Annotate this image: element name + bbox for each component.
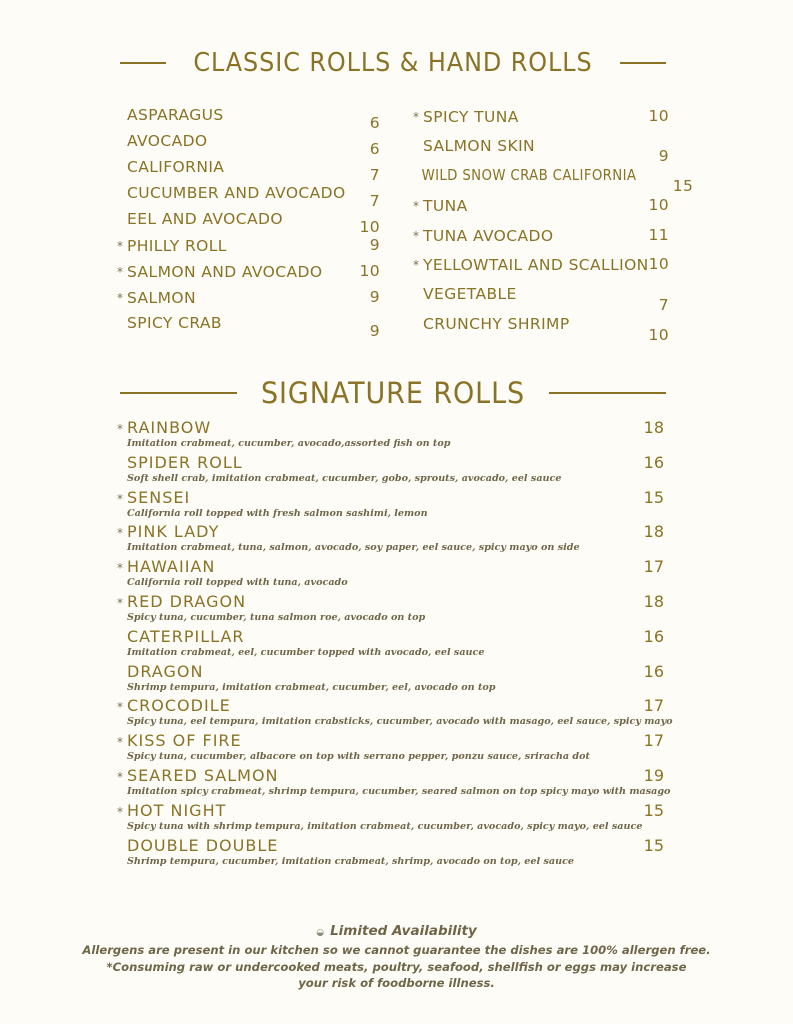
raw-warning-star: * [413,199,420,214]
signature-item [117,835,664,870]
raw-food-warning-line2: your risk of foodborne illness. [298,976,495,990]
signature-item [117,730,664,765]
signature-item [117,417,664,452]
limited-availability-label: Limited Availability [330,923,477,939]
raw-warning-star: * [117,735,124,750]
item-price: 16 [643,661,664,681]
raw-warning-star: * [117,804,124,819]
menu-footer [0,922,793,992]
item-name: HOT NIGHT [127,800,227,820]
raw-warning-star [413,310,423,340]
item-price: 10 [359,262,380,280]
item-name: VEGETABLE [423,285,517,304]
raw-warning-star: * [117,561,124,576]
item-name: PHILLY ROLL [127,237,227,255]
item-price: 7 [369,192,380,210]
item-description: California roll topped with fresh salmon sashimi, lemon [127,507,428,519]
item-price: 7 [658,295,669,314]
item-price: 9 [369,288,380,306]
item-price: 16 [643,626,664,646]
menu-item [413,221,669,251]
item-name: DOUBLE DOUBLE [127,835,279,855]
item-name: SPICY CRAB [127,314,222,332]
item-price: 10 [359,218,380,236]
item-name: YELLOWTAIL AND SCALLION [423,256,649,275]
menu-item [117,232,380,258]
signature-item [117,591,664,626]
item-name: EEL AND AVOCADO [127,210,283,228]
item-description: Imitation crabmeat, eel, cucumber topped with avocado, eel sauce [127,646,485,658]
item-name: CATERPILLAR [127,626,245,646]
item-description: Spicy tuna with shrimp tempura, imitation crabmeat, cucumber, avocado, spicy mayo, eel sauce [127,820,643,832]
raw-warning-star [413,132,423,162]
item-description: Imitation crabmeat, tuna, salmon, avocado, soy paper, eel sauce, spicy mayo on side [127,542,580,554]
classic-rolls-right-column [413,102,694,344]
item-name: SENSEI [127,487,191,507]
item-name: AVOCADO [127,132,208,150]
menu-item [117,258,380,284]
item-name: HAWAIIAN [127,557,216,577]
raw-warning-star [117,102,127,128]
item-name: RAINBOW [127,418,212,437]
item-name: DRAGON [127,661,204,681]
item-price: 19 [643,765,664,785]
item-price: 17 [643,696,664,716]
header-rule-left [120,392,237,394]
signature-item [117,487,664,522]
menu-item [413,250,669,280]
menu-item [117,206,380,236]
item-price: 18 [643,522,664,542]
item-name: SALMON AND AVOCADO [127,263,323,281]
item-name: ASPARAGUS [127,106,224,124]
raw-warning-star [117,128,127,154]
menu-item [413,132,669,166]
menu-item [117,180,380,210]
item-price: 11 [648,225,669,244]
menu-item [413,161,694,196]
raw-warning-star: * [117,291,124,305]
raw-warning-star [117,180,127,206]
raw-warning-star: * [117,595,124,610]
item-name: CUCUMBER AND AVOCADO [127,184,346,202]
signature-rolls-header [120,376,666,410]
item-name: CALIFORNIA [127,158,225,176]
item-description: California roll topped with tuna, avocado [127,577,348,589]
item-price: 9 [369,322,380,340]
item-price: 10 [648,255,670,274]
raw-warning-star [117,206,127,232]
raw-warning-star [413,280,423,310]
raw-warning-star [117,310,127,336]
raw-warning-star: * [117,422,124,436]
raw-warning-star: * [117,491,124,506]
menu-item [413,280,669,314]
item-name: CRUNCHY SHRIMP [423,314,570,333]
item-description: Spicy tuna, cucumber, albacore on top with serrano pepper, ponzu sauce, sriracha dot [127,751,590,763]
item-description: Imitation spicy crabmeat, shrimp tempura, cucumber, seared salmon on top spicy mayo with masago [127,785,671,797]
item-price: 7 [369,166,380,184]
item-price: 6 [369,140,380,158]
signature-item [117,556,664,591]
signature-item [117,695,673,730]
raw-warning-star: * [117,265,124,279]
menu-item [413,310,669,344]
allergen-notice: Allergens are present in our kitchen so we cannot guarantee the dishes are 100% allergen free. [82,943,711,957]
item-price: 9 [658,147,669,166]
item-name: RED DRAGON [127,591,247,611]
menu-item [117,284,380,310]
item-name: WILD SNOW CRAB CALIFORNIA [421,166,637,185]
signature-rolls-list [117,417,673,869]
header-rule-right [549,392,666,394]
item-price: 15 [643,835,664,855]
item-name: SEARED SALMON [127,765,279,785]
raw-warning-star: * [413,110,420,124]
section-title: SIGNATURE ROLLS [260,376,526,410]
item-price: 16 [643,452,664,472]
signature-item [117,452,664,487]
signature-item [117,521,664,556]
item-name: SPICY TUNA [423,108,519,126]
item-description: Spicy tuna, cucumber, tuna salmon roe, avocado on top [127,611,426,623]
classic-rolls-header [120,48,666,78]
header-rule-left [120,62,166,64]
item-price: 15 [643,800,664,820]
raw-warning-star: * [117,700,124,715]
item-description: Soft shell crab, imitation crabmeat, cucumber, gobo, sprouts, avocado, eel sauce [127,472,562,484]
signature-item [117,765,671,800]
item-price: 6 [369,114,380,132]
item-name: SALMON SKIN [423,136,536,155]
header-rule-right [620,62,666,64]
raw-food-warning-line1: *Consuming raw or undercooked meats, poultry, seafood, shellfish or eggs may increase [106,959,687,974]
raw-warning-star: * [413,258,420,273]
menu-item [117,310,380,340]
raw-warning-star [117,154,127,180]
menu-item [413,191,669,221]
item-price: 10 [648,107,669,125]
signature-item [117,800,664,835]
item-description: Spicy tuna, eel tempura, imitation crabsticks, cucumber, avocado with masago, eel sauce, spicy mayo [127,716,673,728]
menu-item [117,154,380,184]
classic-rolls-left-column [117,102,380,340]
limited-availability-icon: ◒ [316,928,325,938]
item-price: 18 [643,591,664,611]
menu-item [117,102,380,132]
menu-item [117,128,380,158]
raw-warning-star [413,161,422,191]
signature-item [117,626,664,661]
item-price: 15 [643,487,664,507]
item-price: 18 [643,418,664,437]
item-name: TUNA AVOCADO [423,226,554,245]
item-price: 9 [369,236,380,254]
item-price: 10 [648,325,669,344]
item-price: 10 [648,196,669,215]
item-description: Shrimp tempura, cucumber, imitation crabmeat, shrimp, avocado on top, eel sauce [127,855,575,867]
item-price: 17 [643,731,664,751]
limited-availability-note [0,922,793,942]
item-description: Imitation crabmeat, cucumber, avocado,assorted fish on top [127,438,451,449]
menu-item [413,102,669,132]
raw-warning-star: * [117,769,124,784]
signature-item [117,661,664,696]
item-name: PINK LADY [127,522,220,542]
raw-warning-star: * [117,239,124,253]
item-price: 17 [643,557,664,577]
item-price: 15 [672,177,694,196]
raw-warning-star: * [117,526,124,541]
item-name: SPIDER ROLL [127,452,243,472]
item-description: Shrimp tempura, imitation crabmeat, cucumber, eel, avocado on top [127,681,496,693]
item-name: TUNA [423,197,468,216]
item-name: CROCODILE [127,696,231,716]
section-title: CLASSIC ROLLS & HAND ROLLS [193,48,593,78]
raw-warning-star: * [413,228,420,243]
item-name: KISS OF FIRE [127,731,242,751]
item-name: SALMON [127,289,196,307]
